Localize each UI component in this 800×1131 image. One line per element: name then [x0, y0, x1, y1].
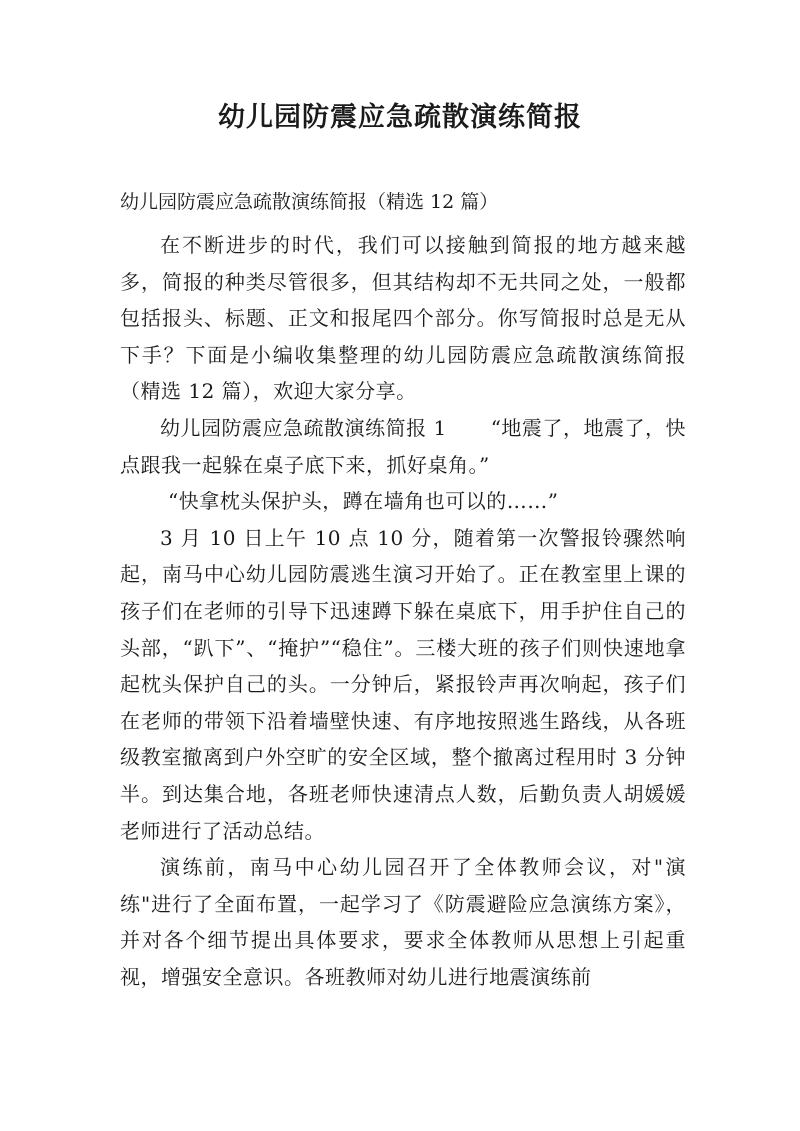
section-1-paragraph: [120, 410, 686, 483]
document-subtitle: 幼儿园防震应急疏散演练简报（精选 12 篇）: [120, 191, 499, 213]
drill-paragraph: 3 月 10 日上午 10 点 10 分，随着第一次警报铃骤然响起，南马中心幼儿园防震逃生演习开始了。正在教室里上课的孩子们在老师的引导下迅速蹲下躲在桌底下，用手护住自己的头部，“趴下”、“掩护”“稳住”。三楼大班的孩子们则快速地拿起枕头保护自己的头。一分钟后，紧报铃声再次响起，孩子们在老师的带领下沿着墙壁快速、有序地按照逃生路线，从各班级教室撤离到户外空旷的安全区域，整个撤离过程用时 3 分钟半。到达集合地，各班老师快速清点人数，后勤负责人胡媛媛老师进行了活动总结。: [120, 525, 686, 843]
quote-paragraph: “快拿枕头保护头，蹲在墙角也可以的……”: [168, 489, 559, 514]
intro-paragraph: 在不断进步的时代，我们可以接触到简报的地方越来越多，简报的种类尽管很多，但其结构却不无共同之处，一般都包括报头、标题、正文和报尾四个部分。你写简报时总是无从下手？下面是小编收集整理的幼儿园防震应急疏散演练简报（精选 12 篇），欢迎大家分享。: [120, 233, 686, 404]
document-title: 幼儿园防震应急疏散演练简报: [218, 102, 582, 133]
document-body: [120, 227, 686, 995]
section-1-quote: “地震了，地震了，快点跟我一起躲在桌子底下来，抓好桌角。”: [120, 415, 686, 477]
preparation-paragraph: 演练前，南马中心幼儿园召开了全体教师会议，对"演练"进行了全面布置，一起学习了《防震避险应急演练方案》，并对各个细节提出具体要求，要求全体教师从思想上引起重视，增强安全意识。各班教师对幼儿进行地震演练前: [120, 855, 686, 989]
section-1-heading: 幼儿园防震应急疏散演练简报 1: [160, 415, 447, 440]
